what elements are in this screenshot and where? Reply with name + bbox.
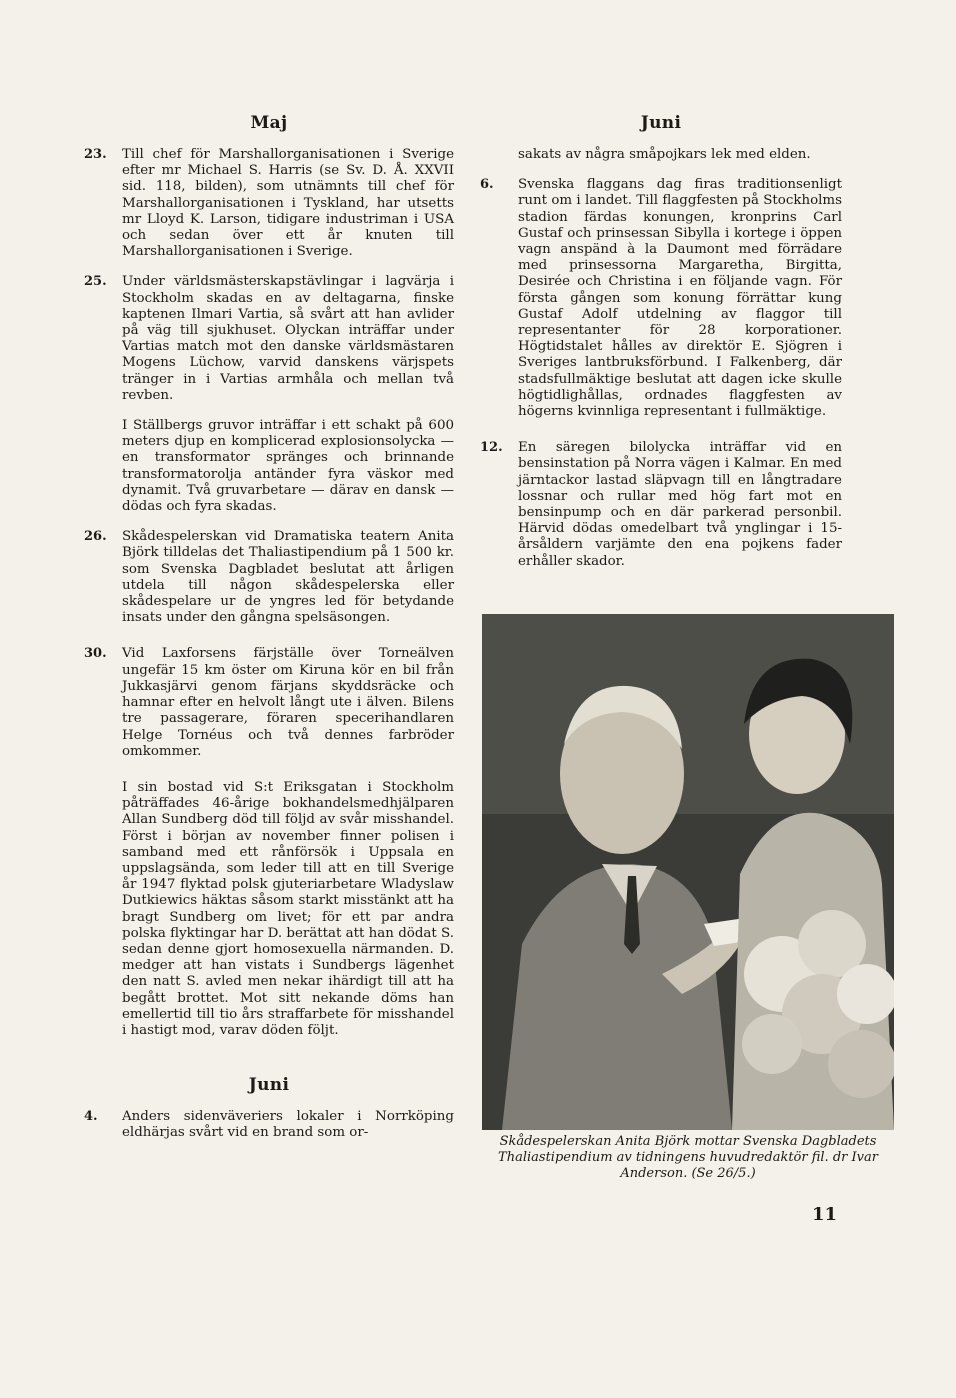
entry-text: Vid Laxforsens färjställe över Torneälven ungefär 15 km öster om Kiruna kör en bil från Jukkasjärvi genom färjans skyddsräcke och hamnar efter en helvolt långt ute i älven. Bilens tre passagerare, föraren specerihandlaren Helge Tornéus och två dennes farbröder omkommer. xyxy=(122,646,454,759)
entry-text: Svenska flaggans dag firas traditionsenligt runt om i landet. Till flaggfesten på Stockholms stadion färdas konungen, kronprins Carl Gustaf och prinsessan Sibylla i kortege i öppen vagn anspänd à la Daumont med förrädare med prinsessorna Margaretha, Birgitta, Desirée och Christina i en följande vagn. För första gången som konung förrättar kung Gustaf Adolf utdelning av flaggor till representanter för 28 korporationer. Högtidstalet hålles av direktör E. Sjögren i Sveriges lantbruksförbund. I Falkenberg, där stadsfullmäktige beslutat att dagen icke skulle högtidlighållas, ordnades flaggfesten av högerns kvinnliga representant i fullmäktige. xyxy=(518,177,842,420)
page-number: 11 xyxy=(812,1204,838,1225)
entry-date: 25. xyxy=(84,274,107,290)
entry-cont xyxy=(480,147,842,163)
month-heading-juni: Juni xyxy=(248,1075,290,1096)
entry-text: I Ställbergs gruvor inträffar i ett schakt på 600 meters djup en komplicerad explosionsolycka — en transformator spränges och brinnande transformatorolja antänder fyra väskor med dynamit. Två gruvarbetare — därav en dansk — dödas och fyra skadas. xyxy=(122,418,454,515)
entry-text: sakats av några småpojkars lek med elden. xyxy=(518,147,811,162)
month-heading-maj: Maj xyxy=(250,113,288,133)
entry-text: Under världsmästerskapstävlingar i lagvärja i Stockholm skadas en av deltagarna, finske kaptenen Ilmari Vartia, så svårt att han avlider på väg till sjukhuset. Olyckan inträffar under Vartias match mot den danske världsmästaren Mogens Lüchow, varvid danskens värjspets tränger in i Vartias armhåla och mellan två revben. xyxy=(122,274,454,403)
photo-illustration xyxy=(482,614,894,1130)
entry-date xyxy=(84,418,122,515)
entry-text: Skådespelerskan vid Dramatiska teatern Anita Björk tilldelas det Thaliastipendium på 1 500 kr. som Svenska Dagbladet beslutat att årligen utdela till någon skådespelerska eller skådespelare ur de yngres led för betydande insats under den gångna spelsäsongen. xyxy=(122,529,454,626)
entry-date: 23. xyxy=(84,147,107,162)
entry-date: 26. xyxy=(84,529,107,545)
entry-text: I sin bostad vid S:t Eriksgatan i Stockholm påträffades 46-årige bokhandelsmedhjälparen Allan Sundberg död till följd av svår misshandel. Först i början av november finner polisen i samband med ett rånförsök i Uppsala en uppslagsända, som leder till att en till Sverige år 1947 flyktad polsk gjuteriarbetare Wladyslaw Dutkiewics häktas såsom starkt misstänkt att ha bragt Sundberg om livet; för ett par andra polska flyktingar har D. berättat att han dödat S. sedan denne gjort homosexuella närmanden. D. medger att han vistats i Sundbergs lägenhet den natt S. avled men nekar ihärdigt till att ha begått brottet. Mot sitt nekande döms han emellertid till tio års straffarbete för misshandel i hastigt mod, varav döden följt. xyxy=(122,779,454,1038)
entry-date xyxy=(480,147,518,163)
entry-date: 6. xyxy=(480,177,494,193)
entry-6 xyxy=(480,177,842,420)
entry-25 xyxy=(84,274,454,404)
entry-30 xyxy=(84,646,454,759)
entry-date: 12. xyxy=(480,440,503,456)
entry-text: En säregen bilolycka inträffar vid en bensinstation på Norra vägen i Kalmar. En med järntackor lastad släpvagn till en långtradare lossnar och rullar med hög fart mot en bensinpump och en där parkerad personbil. Härvid dödas omedelbart två ynglingar i 15-årsåldern varjämte den ena pojkens fader erhåller skador. xyxy=(518,440,842,569)
entry-4 xyxy=(84,1109,454,1141)
right-column xyxy=(480,113,842,570)
left-column xyxy=(84,113,454,1142)
photo-caption: Skådespelerskan Anita Björk mottar Svenska Dagbladets Thaliastipendium av tidningens huvudredaktör fil. dr Ivar Anderson. (Se 26/5.) xyxy=(498,1134,878,1181)
entry-12 xyxy=(480,440,842,570)
entry-text: Anders sidenväveriers lokaler i Norrköping eldhärjas svårt vid en brand som or- xyxy=(122,1109,454,1141)
entry-23 xyxy=(84,147,454,260)
entry-date: 4. xyxy=(84,1109,98,1125)
entry-30b xyxy=(84,780,454,1039)
entry-date xyxy=(84,780,122,1039)
month-heading-juni: Juni xyxy=(640,113,682,133)
photo-award-ceremony xyxy=(482,614,894,1130)
entry-25b xyxy=(84,418,454,515)
entry-date: 30. xyxy=(84,646,107,662)
entry-text: Till chef för Marshallorganisationen i Sverige efter mr Michael S. Harris (se Sv. D. Å. XXVII sid. 118, bilden), som utnämnts till chef för Marshallorganisationen i Tyskland, har utsetts mr Lloyd K. Larson, tidigare industriman i USA och sedan över ett år knuten till Marshallorganisationen i Sverige. xyxy=(122,147,454,260)
entry-26 xyxy=(84,529,454,626)
